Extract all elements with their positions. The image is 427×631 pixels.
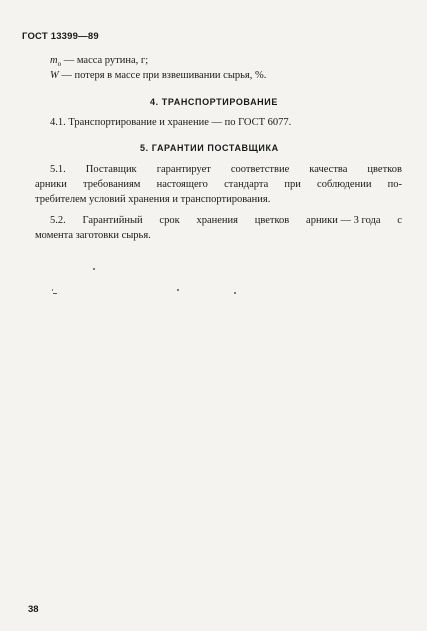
word: Гарантийный xyxy=(82,215,143,226)
paragraph-4-1: 4.1. Транспортирование и хранение — по ГОСТ 6077. xyxy=(50,117,292,128)
paragraph-5-1-line-1 xyxy=(50,164,402,175)
word: 5.2. xyxy=(50,215,66,226)
word: арники xyxy=(35,179,67,190)
paragraph-5-2-line-1 xyxy=(50,215,402,226)
word: соответствие xyxy=(230,164,290,175)
word: требованиям xyxy=(83,179,141,190)
standard-header: ГОСТ 13399—89 xyxy=(22,31,99,42)
scan-speck xyxy=(53,293,57,294)
paragraph-5-2-line-2: момента заготовки сырья. xyxy=(35,230,151,241)
scan-speck xyxy=(93,268,95,270)
word: при xyxy=(284,179,301,190)
word: 5.1. xyxy=(50,164,66,175)
word: срок xyxy=(159,215,180,226)
word: гарантирует xyxy=(156,164,211,175)
word: Поставщик xyxy=(85,164,137,175)
word: настоящего xyxy=(156,179,208,190)
word: цветков xyxy=(367,164,402,175)
paragraph-5-1-line-3: требителем условий хранения и транспортирования. xyxy=(35,194,271,205)
paragraph-5-1-line-2 xyxy=(35,179,402,190)
word: соблюдении xyxy=(317,179,372,190)
definition-m xyxy=(50,55,148,68)
definition-symbol: m xyxy=(50,55,58,66)
definition-text: — масса рутина, г; xyxy=(61,55,149,66)
scan-speck xyxy=(177,289,179,291)
word: с xyxy=(397,215,402,226)
definition-subscript: о xyxy=(57,60,62,69)
scan-speck xyxy=(234,292,236,294)
word: качества xyxy=(309,164,348,175)
scan-speck xyxy=(52,289,53,291)
section-4-heading: 4. ТРАНСПОРТИРОВАНИЕ xyxy=(150,97,278,107)
definition-symbol: W xyxy=(50,70,59,81)
definition-w xyxy=(50,70,266,81)
word: по- xyxy=(387,179,402,190)
section-5-heading: 5. ГАРАНТИИ ПОСТАВЩИКА xyxy=(140,143,279,153)
word: арники — 3 года xyxy=(306,215,381,226)
word: стандарта xyxy=(224,179,269,190)
definition-text: — потеря в массе при взвешивании сырья, %. xyxy=(58,70,267,81)
word: цветков xyxy=(254,215,290,226)
word: хранения xyxy=(196,215,238,226)
page-number: 38 xyxy=(28,604,39,615)
